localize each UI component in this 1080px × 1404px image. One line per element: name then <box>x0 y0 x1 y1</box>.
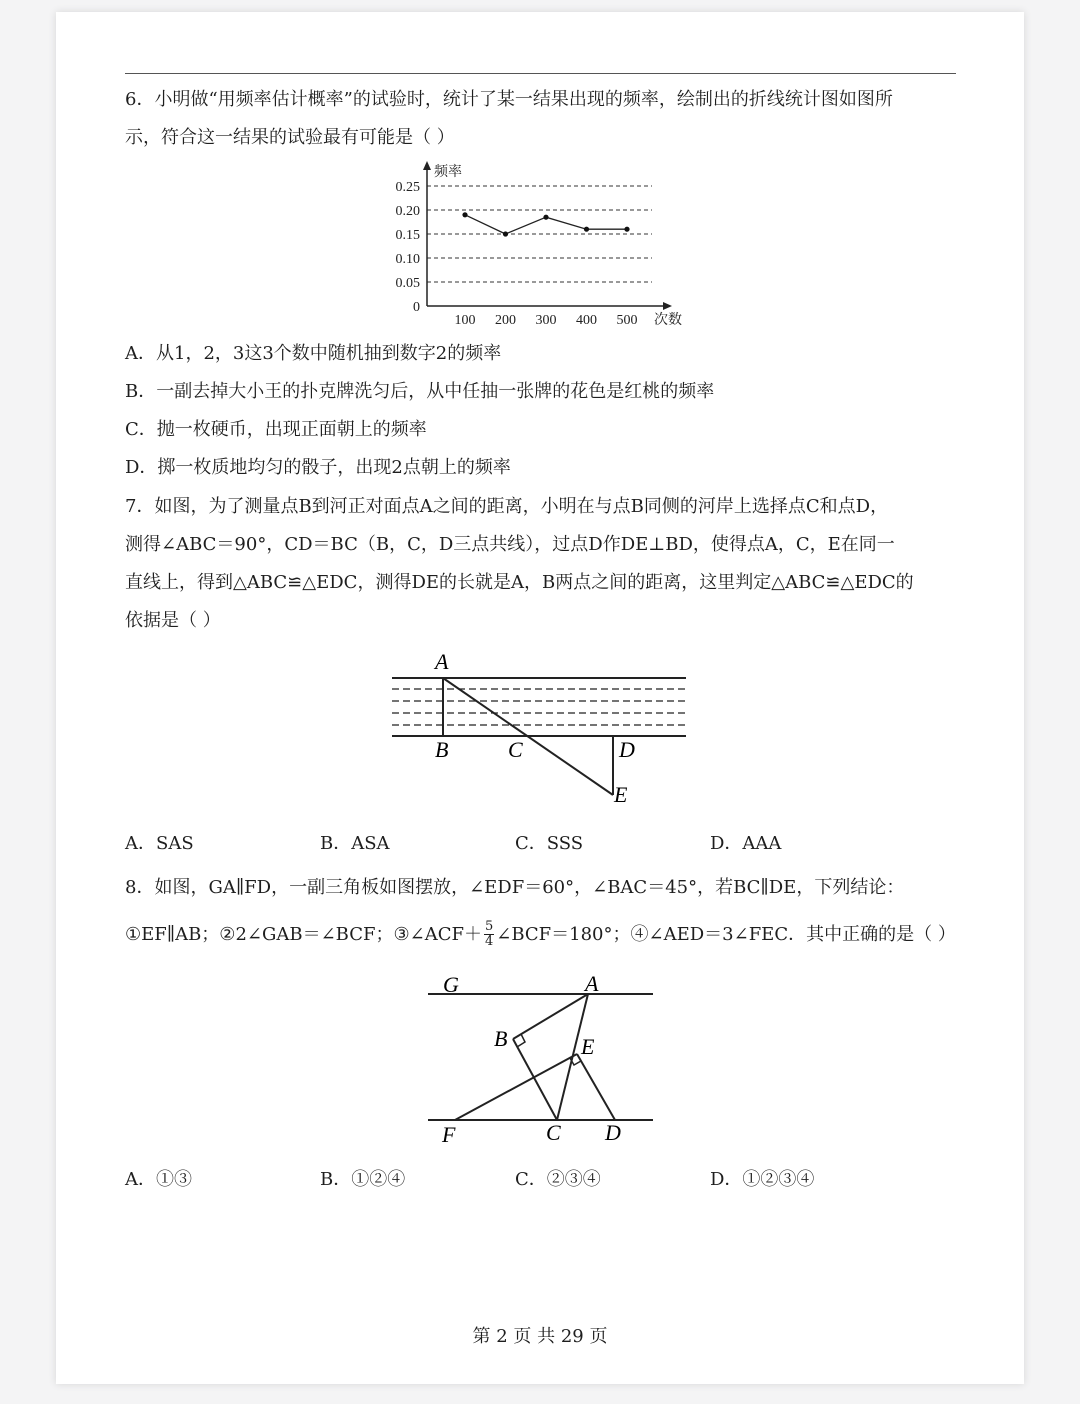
point-label-c: C <box>508 737 523 762</box>
q8-text-line1: 8．如图，GA∥FD，一副三角板如图摆放，∠EDF＝60°，∠BAC＝45°，若BC∥DE，下列结论： <box>125 877 905 898</box>
data-point <box>624 227 629 232</box>
q8-option-b[interactable]: B．①②④ <box>320 1169 406 1190</box>
data-point <box>543 215 548 220</box>
y-tick-label: 0 <box>413 300 420 315</box>
fraction-five-fourths <box>484 920 494 949</box>
q7-text-line2: 测得∠ABC＝90°，CD＝BC（B，C，D三点共线），过点D作DE⊥BD，使得点A，C，E在同一 <box>125 534 895 555</box>
y-tick-label: 0.25 <box>395 180 420 195</box>
y-tick-label: 0.05 <box>395 276 420 291</box>
x-tick-label: 100 <box>454 313 476 328</box>
point-label-e8: E <box>581 1034 595 1059</box>
header-rule <box>125 73 956 74</box>
data-point <box>503 231 508 236</box>
point-label-b8: B <box>494 1026 508 1051</box>
q8-conclusions-part2: ∠BCF＝180°；④∠AED＝3∠FEC．其中正确的是（ ） <box>496 923 956 945</box>
q6-option-c[interactable]: C．抛一枚硬币，出现正面朝上的频率 <box>125 419 427 440</box>
point-label-a8: A <box>585 971 599 996</box>
y-axis-arrow <box>423 161 431 170</box>
data-point <box>462 212 467 217</box>
point-label-a: A <box>435 649 449 674</box>
q7-option-d[interactable]: D．AAA <box>710 833 782 854</box>
data-point <box>584 227 589 232</box>
q8-option-a[interactable]: A．①③ <box>125 1169 192 1190</box>
x-axis-label: 次数 <box>654 313 682 328</box>
q7-option-c[interactable]: C．SSS <box>515 833 584 854</box>
triangle-set-figure <box>425 968 660 1148</box>
q7-option-b[interactable]: B．ASA <box>320 833 390 854</box>
point-label-e: E <box>614 782 628 807</box>
q7-text-line4: 依据是（ ） <box>125 610 221 631</box>
x-tick-label: 300 <box>535 313 557 328</box>
fraction-denominator: 4 <box>484 934 494 949</box>
q7-option-a[interactable]: A．SAS <box>125 833 194 854</box>
point-label-g: G <box>443 972 459 997</box>
point-label-b: B <box>435 737 449 762</box>
q6-option-d[interactable]: D．掷一枚质地均匀的骰子，出现2点朝上的频率 <box>125 457 511 478</box>
q8-option-c[interactable]: C．②③④ <box>515 1169 601 1190</box>
frequency-line-chart <box>380 158 700 330</box>
q8-conclusions-part1: ①EF∥AB；②2∠GAB＝∠BCF；③∠ACF＋ <box>125 923 482 945</box>
page-footer: 第 2 页 共 29 页 <box>472 1326 608 1347</box>
point-label-c8: C <box>546 1120 561 1145</box>
q6-text-line1: 6．小明做“用频率估计概率”的试验时，统计了某一结果出现的频率，绘制出的折线统计图如图所 <box>125 89 893 110</box>
q7-text-line3: 直线上，得到△ABC≌△EDC，测得DE的长就是A，B两点之间的距离，这里判定△ABC≌△EDC的 <box>125 572 914 593</box>
x-axis-arrow <box>663 302 672 310</box>
river-distance-figure <box>388 645 693 810</box>
x-tick-label: 500 <box>616 313 638 328</box>
y-axis-label: 频率 <box>434 165 462 180</box>
q6-text-line2: 示，符合这一结果的试验最有可能是（ ） <box>125 127 455 148</box>
y-tick-label: 0.15 <box>395 228 420 243</box>
y-tick-label: 0.20 <box>395 204 420 219</box>
fraction-numerator: 5 <box>484 919 494 934</box>
q6-option-b[interactable]: B．一副去掉大小王的扑克牌洗匀后，从中任抽一张牌的花色是红桃的频率 <box>125 381 715 402</box>
q7-text-line1: 7．如图，为了测量点B到河正对面点A之间的距离，小明在与点B同侧的河岸上选择点C和点D， <box>125 496 889 517</box>
point-label-d: D <box>619 737 635 762</box>
q8-option-d[interactable]: D．①②③④ <box>710 1169 815 1190</box>
q8-text-line2 <box>125 920 956 949</box>
x-tick-label: 400 <box>576 313 597 328</box>
point-label-f8: F <box>442 1122 456 1147</box>
point-label-d8: D <box>605 1120 621 1145</box>
x-tick-label: 200 <box>495 313 516 328</box>
q6-option-a[interactable]: A．从1，2，3这3个数中随机抽到数字2的频率 <box>125 343 502 364</box>
y-tick-label: 0.10 <box>395 252 420 267</box>
